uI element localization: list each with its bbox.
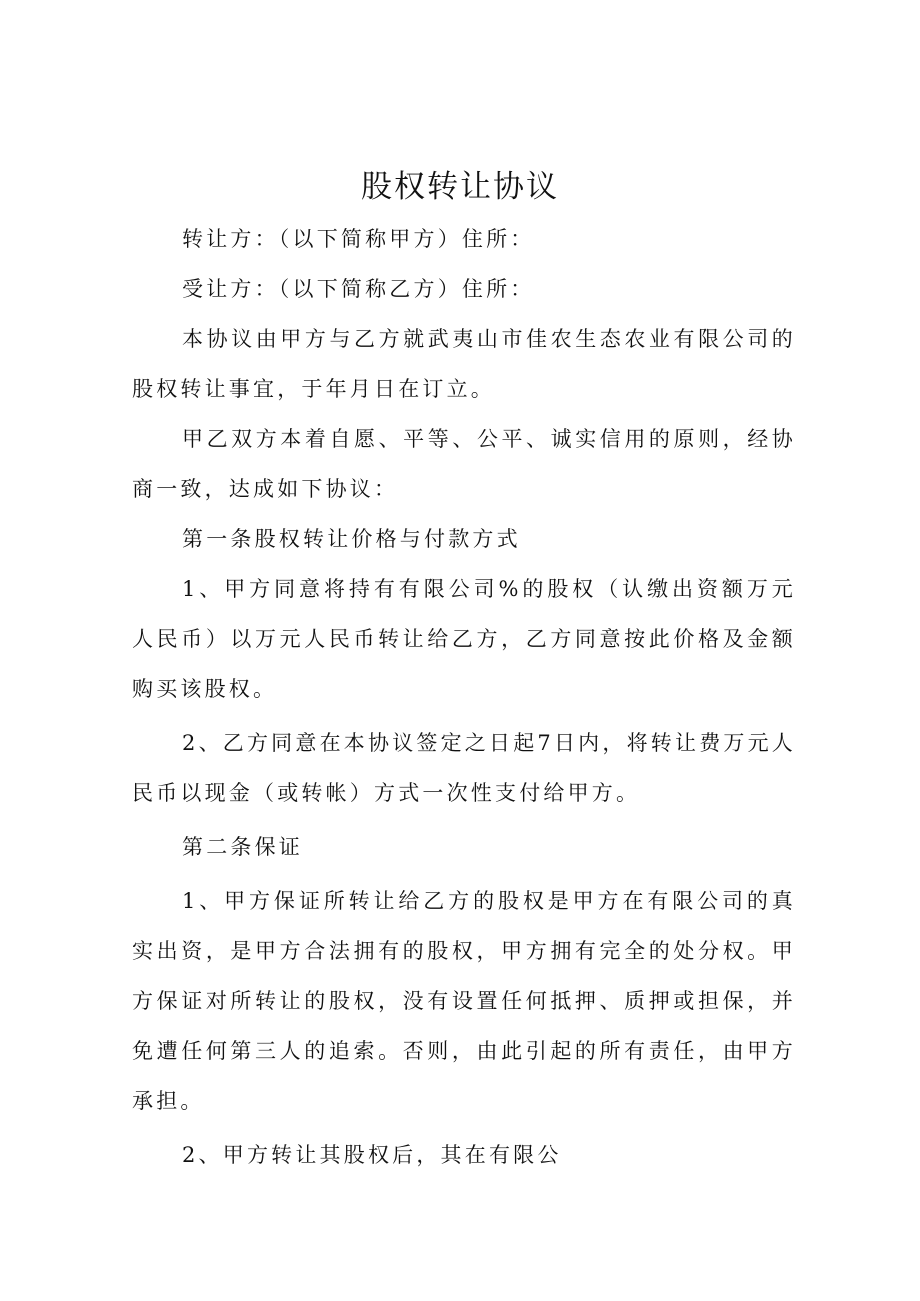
article-2-clause-1: 1、甲方保证所转让给乙方的股权是甲方在有限公司的真实出资，是甲方合法拥有的股权，甲方拥有完全的处分权。甲方保证对所转让的股权，没有设置任何抵押、质押或担保，并免遭任何第三人的追索。否则，由此引起的所有责任，由甲方承担。 (132, 889, 796, 1113)
article-1-heading: 第一条股权转让价格与付款方式 (182, 527, 521, 551)
article-2-heading: 第二条保证 (182, 835, 303, 859)
paragraph-intro: 本协议由甲方与乙方就武夷山市佳农生态农业有限公司的股权转让事宜，于年月日在订立。 (132, 327, 796, 401)
article-1-clause-1: 1、甲方同意将持有有限公司%的股权（认缴出资额万元人民币）以万元人民币转让给乙方，乙方同意按此价格及金额购买该股权。 (132, 577, 796, 701)
article-1-clause-2: 2、乙方同意在本协议签定之日起7日内，将转让费万元人民币以现金（或转帐）方式一次性支付给甲方。 (132, 731, 796, 805)
paragraph-transferee: 受让方：（以下简称乙方）住所： (182, 277, 535, 301)
document-title: 股权转让协议 (361, 169, 559, 205)
document-body (132, 214, 796, 1180)
article-2-clause-2: 2、甲方转让其股权后，其在有限公 (182, 1143, 562, 1167)
paragraph-transferor: 转让方：（以下简称甲方）住所： (182, 227, 535, 251)
paragraph-principles: 甲乙双方本着自愿、平等、公平、诚实信用的原则，经协商一致，达成如下协议： (132, 427, 796, 501)
